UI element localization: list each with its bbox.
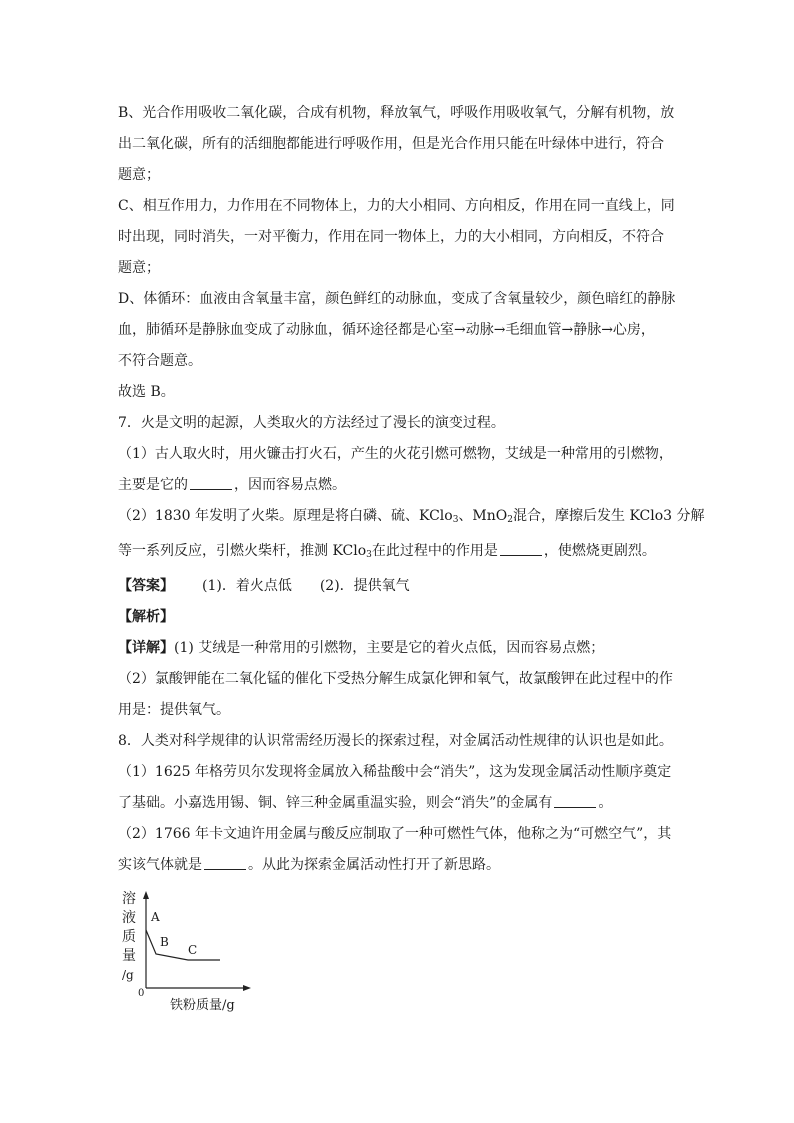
option-b-line-3: 题意； (118, 167, 160, 183)
q7-stem: 7．火是文明的起源，人类取火的方法经过了漫长的演变过程。 (118, 415, 505, 431)
q7-part2-line-1 (118, 501, 705, 536)
point-b-label: B (160, 935, 169, 949)
answer-blank (204, 857, 246, 870)
q7-part2-text-d: 等一系列反应，引燃火柴杆，推测 KClo (118, 543, 367, 559)
x-axis-arrow (243, 985, 251, 991)
subscript: 2 (507, 515, 513, 525)
q7-part1-post: ，因而容易点燃。 (234, 477, 346, 493)
q7-answer (118, 571, 678, 602)
q7-detail-2b: 用是：提供氧气。 (118, 702, 230, 718)
q8-part2-post: 。从此为探索金属活动性打开了新思路。 (248, 857, 500, 873)
point-a-label: A (151, 910, 160, 924)
q7-part2-text-e: 在此过程中的作用是 (371, 543, 498, 559)
q8-part1-line-1: （1）1625 年格劳贝尔发现将金属放入稀盐酸中会“消失”，这为发现金属活动性顺序奠定 (118, 764, 672, 780)
q7-detail-2a: （2）氯酸钾能在二氧化锰的催化下受热分解生成氯化钾和氧气，故氯酸钾在此过程中的作 (118, 671, 673, 687)
y-axis-label (122, 890, 138, 985)
option-d-line-2: 血，肺循环是静脉血变成了动脉血，循环途径都是心室→动脉→毛细血管→静脉→心房， (118, 322, 655, 338)
answer-blank (554, 795, 596, 808)
y-label-char: 量 (122, 948, 136, 964)
y-label-char: 质 (122, 929, 136, 945)
subscript: 3 (452, 515, 459, 525)
q8-stem: 8．人类对科学规律的认识常需经历漫长的探索过程，对金属活动性规律的认识也是如此。 (118, 733, 673, 749)
curve-line (146, 930, 220, 960)
y-label-char: 液 (122, 910, 136, 926)
option-c-line-3: 题意； (118, 260, 160, 276)
analysis-label: 【解析】 (118, 609, 174, 625)
answer-label: 【答案】 (118, 578, 174, 594)
answer-1: (1)．着火点低 (202, 578, 292, 594)
q8-part2-pre: 实该气体就是 (118, 857, 202, 873)
option-d-line-3: 不符合题意。 (118, 353, 202, 369)
option-d-line-1: D、体循环：血液由含氧量丰富，颜色鲜红的动脉血，变成了含氧量较少，颜色暗红的静脉 (118, 291, 676, 307)
y-axis-arrow (143, 891, 149, 899)
point-c-label: C (188, 943, 198, 957)
q8-part1-line-2 (118, 788, 678, 819)
q7-part1-pre: 主要是它的 (118, 477, 188, 493)
answer-2: (2)．提供氧气 (319, 578, 410, 594)
q8-part2-line-2 (118, 850, 678, 881)
option-c-line-2: 时出现，同时消失，一对平衡力，作用在同一物体上，力的大小相同，方向相反，不符合 (118, 229, 664, 245)
solution-mass-graph (118, 888, 253, 1018)
answer-blank (190, 477, 232, 490)
option-c-line-1: C、相互作用力，力作用在不同物体上，力的大小相同、方向相反，作用在同一直线上，同 (118, 198, 675, 214)
q8-part1-pre: 了基础。小嘉选用锡、铜、锌三种金属重温实验，则会“消失”的金属有 (118, 795, 553, 811)
q8-part1-post: 。 (598, 795, 613, 811)
choose-answer: 故选 B。 (118, 384, 175, 400)
y-label-char: 溶 (122, 891, 136, 907)
q7-detail-1 (118, 633, 678, 664)
origin-label: 0 (138, 988, 145, 999)
answer-blank (500, 543, 542, 556)
q7-part2-text-f: ，使燃烧更剧烈。 (543, 543, 656, 559)
q7-part2-text-a: （2）1830 年发明了火柴。原理是将白磷、硫、KClo (118, 508, 453, 524)
q8-part2-line-1: （2）1766 年卡文迪许用金属与酸反应制取了一种可燃性气体，他称之为“可燃空气”，其 (118, 826, 672, 842)
option-b-line-1: B、光合作用吸收二氧化碳，合成有机物，释放氧气，呼吸作用吸收氧气，分解有机物，放 (118, 105, 675, 121)
y-label-unit: /g (122, 968, 134, 982)
document-body (118, 98, 705, 881)
detail-text-1: (1) 艾绒是一种常用的引燃物，主要是它的着火点低，因而容易点燃； (174, 640, 605, 656)
q7-part2-text-b: 、MnO (458, 508, 508, 524)
x-axis-label: 铁粉质量/g (170, 998, 235, 1013)
q7-part1-line-2 (118, 470, 678, 501)
subscript: 3 (366, 550, 372, 560)
q7-part1-line-1: （1）古人取火时，用火镰击打火石，产生的火花引燃可燃物，艾绒是一种常用的引燃物， (118, 446, 673, 462)
detail-label: 【详解】 (118, 640, 174, 656)
q7-part2-text-c: 混合，摩擦后发生 KClo3 分解 (513, 508, 705, 524)
option-b-line-2: 出二氧化碳，所有的活细胞都能进行呼吸作用，但是光合作用只能在叶绿体中进行，符合 (118, 136, 664, 152)
q7-part2-line-2 (118, 536, 678, 571)
